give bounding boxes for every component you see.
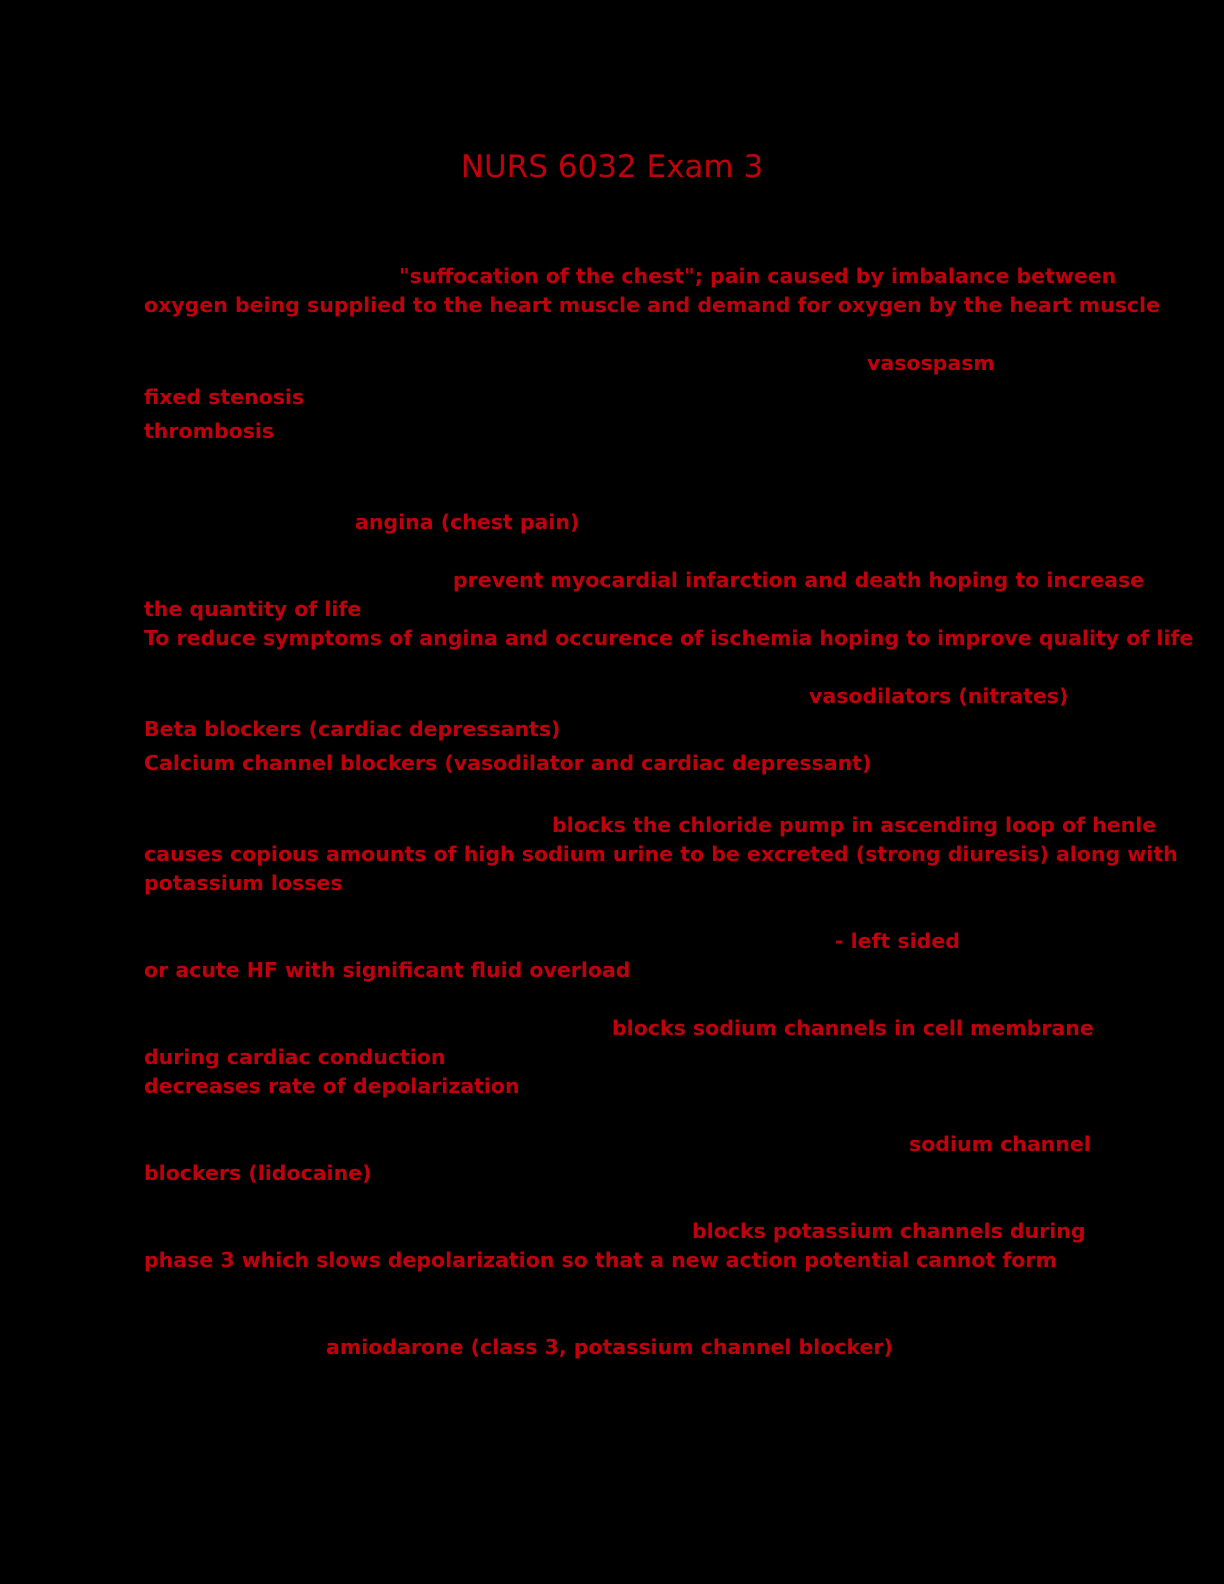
answer-line: vasodilators (nitrates) — [809, 684, 1069, 708]
answer-line: angina (chest pain) — [355, 510, 580, 534]
document-title: NURS 6032 Exam 3 — [460, 149, 764, 185]
answer-line: potassium losses — [144, 871, 343, 895]
answer-line: sodium channel — [909, 1132, 1091, 1156]
answer-line: during cardiac conduction — [144, 1045, 446, 1069]
answer-line: blocks sodium channels in cell membrane — [612, 1016, 1094, 1040]
answer-line: fixed stenosis — [144, 385, 305, 409]
answer-line: blocks the chloride pump in ascending loop of henle — [552, 813, 1157, 837]
answer-line: phase 3 which slows depolarization so that a new action potential cannot form — [144, 1248, 1057, 1272]
answer-line: or acute HF with significant fluid overload — [144, 958, 631, 982]
answer-line: vasospasm — [867, 351, 995, 375]
answer-line: oxygen being supplied to the heart muscle and demand for oxygen by the heart muscle — [144, 293, 1160, 317]
answer-line: thrombosis — [144, 419, 275, 443]
answer-line: To reduce symptoms of angina and occurence of ischemia hoping to improve quality of life — [144, 626, 1194, 650]
answer-line: the quantity of life — [144, 597, 362, 621]
answer-line: "suffocation of the chest"; pain caused by imbalance between — [399, 264, 1117, 288]
answer-line: Calcium channel blockers (vasodilator and cardiac depressant) — [144, 751, 872, 775]
answer-line: Beta blockers (cardiac depressants) — [144, 717, 561, 741]
answer-line: prevent myocardial infarction and death hoping to increase — [453, 568, 1145, 592]
answer-line: amiodarone (class 3, potassium channel blocker) — [326, 1335, 893, 1359]
answer-line: causes copious amounts of high sodium urine to be excreted (strong diuresis) along with — [144, 842, 1178, 866]
answer-line: decreases rate of depolarization — [144, 1074, 520, 1098]
answer-line: - left sided — [835, 929, 960, 953]
answer-line: blocks potassium channels during — [692, 1219, 1086, 1243]
answer-line: blockers (lidocaine) — [144, 1161, 372, 1185]
